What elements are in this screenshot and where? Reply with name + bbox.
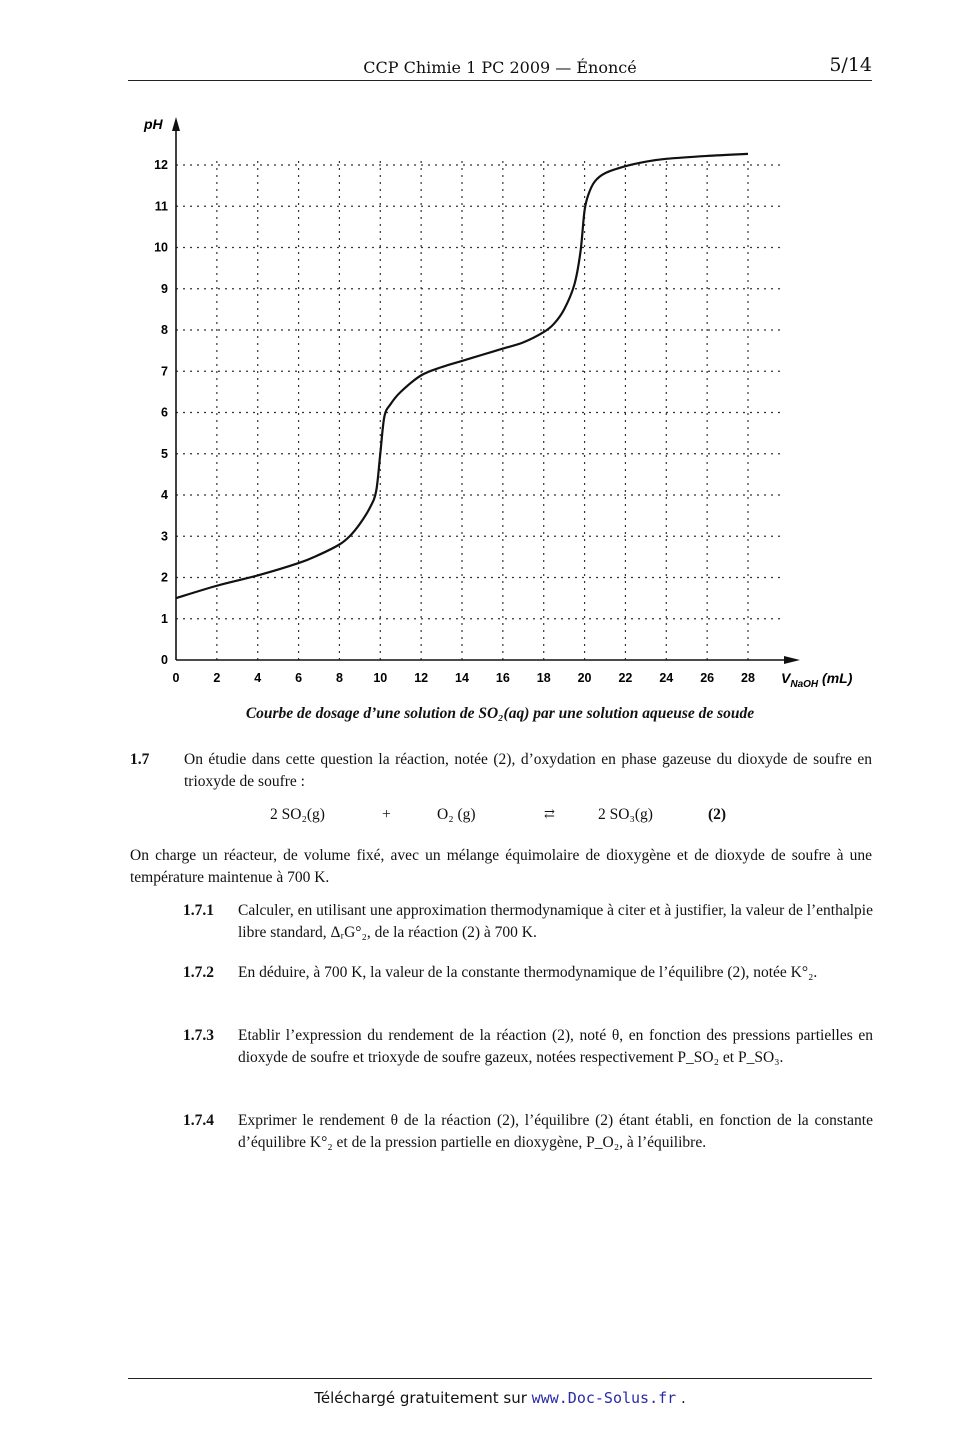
titration-chart [120, 105, 880, 695]
x-axis-label: $V_{NaOH}$ (mL) [781, 670, 853, 690]
x-tick-label: 14 [455, 671, 469, 685]
y-tick-label: 0 [161, 653, 168, 667]
y-tick-label: 10 [154, 240, 168, 255]
x-tick-label: 20 [577, 671, 592, 685]
subquestion-text: En déduire, à 700 K, la valeur de la constante thermodynamique de l’équilibre (2), notée K°₂. [238, 964, 818, 981]
equation-rhs: 2 SO₃(g) [598, 806, 653, 823]
y-tick-label: 12 [154, 158, 168, 172]
x-tick-label: 18 [536, 671, 551, 685]
x-tick-label: 6 [295, 671, 303, 685]
subquestion-number: 1.7.1 [183, 902, 214, 919]
x-tick-label: 26 [700, 671, 715, 685]
chart-caption: Courbe de dosage d’une solution de SO₂(aq) par une solution aqueuse de soude [245, 705, 755, 722]
y-tick-label: 7 [161, 364, 168, 379]
x-tick-label: 24 [659, 671, 674, 685]
y-axis-label: pH [144, 116, 163, 132]
page-footer [128, 1378, 872, 1407]
subquestion-number: 1.7.4 [183, 1112, 214, 1129]
y-tick-label: 2 [161, 570, 168, 585]
equation-plus: + [382, 806, 391, 823]
chart-axes [172, 117, 800, 664]
subquestion-text: Calculer, en utilisant une approximation thermodynamique à citer et à justifier, la valeur de l’enthalpie libre standard, ΔᵣG°₂, de la réaction (2) à 700 K. [238, 902, 873, 941]
page-number: 5/14 [829, 54, 872, 76]
subquestion-number: 1.7.2 [183, 964, 214, 981]
x-tick-label: 8 [335, 671, 343, 685]
y-tick-label: 3 [161, 529, 168, 544]
x-tick-label: 12 [414, 671, 429, 685]
x-tick-label: 2 [213, 671, 221, 685]
equation-lhs2: O₂ (g) [437, 806, 476, 823]
question-number: 1.7 [130, 751, 150, 768]
x-axis-arrow [784, 656, 800, 664]
y-tick-label: 9 [161, 281, 168, 296]
equation-lhs1: 2 SO₂(g) [270, 806, 325, 823]
x-tick-label: 22 [618, 671, 633, 685]
header-title: CCP Chimie 1 PC 2009 — Énoncé [363, 58, 637, 77]
y-tick-label: 6 [161, 405, 168, 420]
y-tick-label: 1 [161, 611, 168, 626]
equilibrium-arrow: ⇄ [544, 806, 555, 821]
footer-suffix: . [676, 1389, 686, 1407]
chart-grid [176, 159, 780, 660]
x-tick-label: 10 [373, 671, 388, 685]
footer-text [128, 1389, 872, 1407]
x-tick-label: 28 [741, 671, 755, 685]
page-header [128, 54, 872, 81]
chart-ticks [154, 158, 755, 685]
series-line-titration [176, 154, 748, 598]
footer-prefix: Téléchargé gratuitement sur [314, 1389, 532, 1407]
x-tick-label: 16 [495, 671, 510, 685]
x-tick-label: 4 [254, 671, 262, 685]
subquestion-text: Etablir l’expression du rendement de la réaction (2), noté θ, en fonction des pressions partielles en dioxyde de soufre et trioxyde de soufre gazeux, notées respectivement P_SO₂ et P_SO₃. [238, 1027, 873, 1066]
subquestion-number: 1.7.3 [183, 1027, 214, 1044]
question-1-7-text: On étudie dans cette question la réaction, notée (2), d’oxydation en phase gazeuse du dioxyde de soufre en trioxyde de soufre : [184, 751, 872, 790]
x-tick-label: 0 [172, 671, 180, 685]
y-tick-label: 5 [161, 446, 168, 461]
y-axis-arrow [172, 117, 180, 131]
y-tick-label: 4 [161, 488, 168, 502]
footer-link[interactable]: www.Doc-Solus.fr [531, 1389, 677, 1407]
subquestion-text: Exprimer le rendement θ de la réaction (2), l’équilibre (2) étant établi, en fonction de la constante d’équilibre K°₂ et de la pression partielle en dioxygène, P_O₂, à l’équilibre. [238, 1112, 873, 1151]
paragraph-reactor: On charge un réacteur, de volume fixé, avec un mélange équimolaire de dioxygène et de dioxyde de soufre à une température maintenue à 700 K. [130, 847, 872, 886]
equation-tag: (2) [708, 806, 727, 823]
y-tick-label: 11 [154, 199, 168, 214]
y-tick-label: 8 [161, 323, 168, 337]
